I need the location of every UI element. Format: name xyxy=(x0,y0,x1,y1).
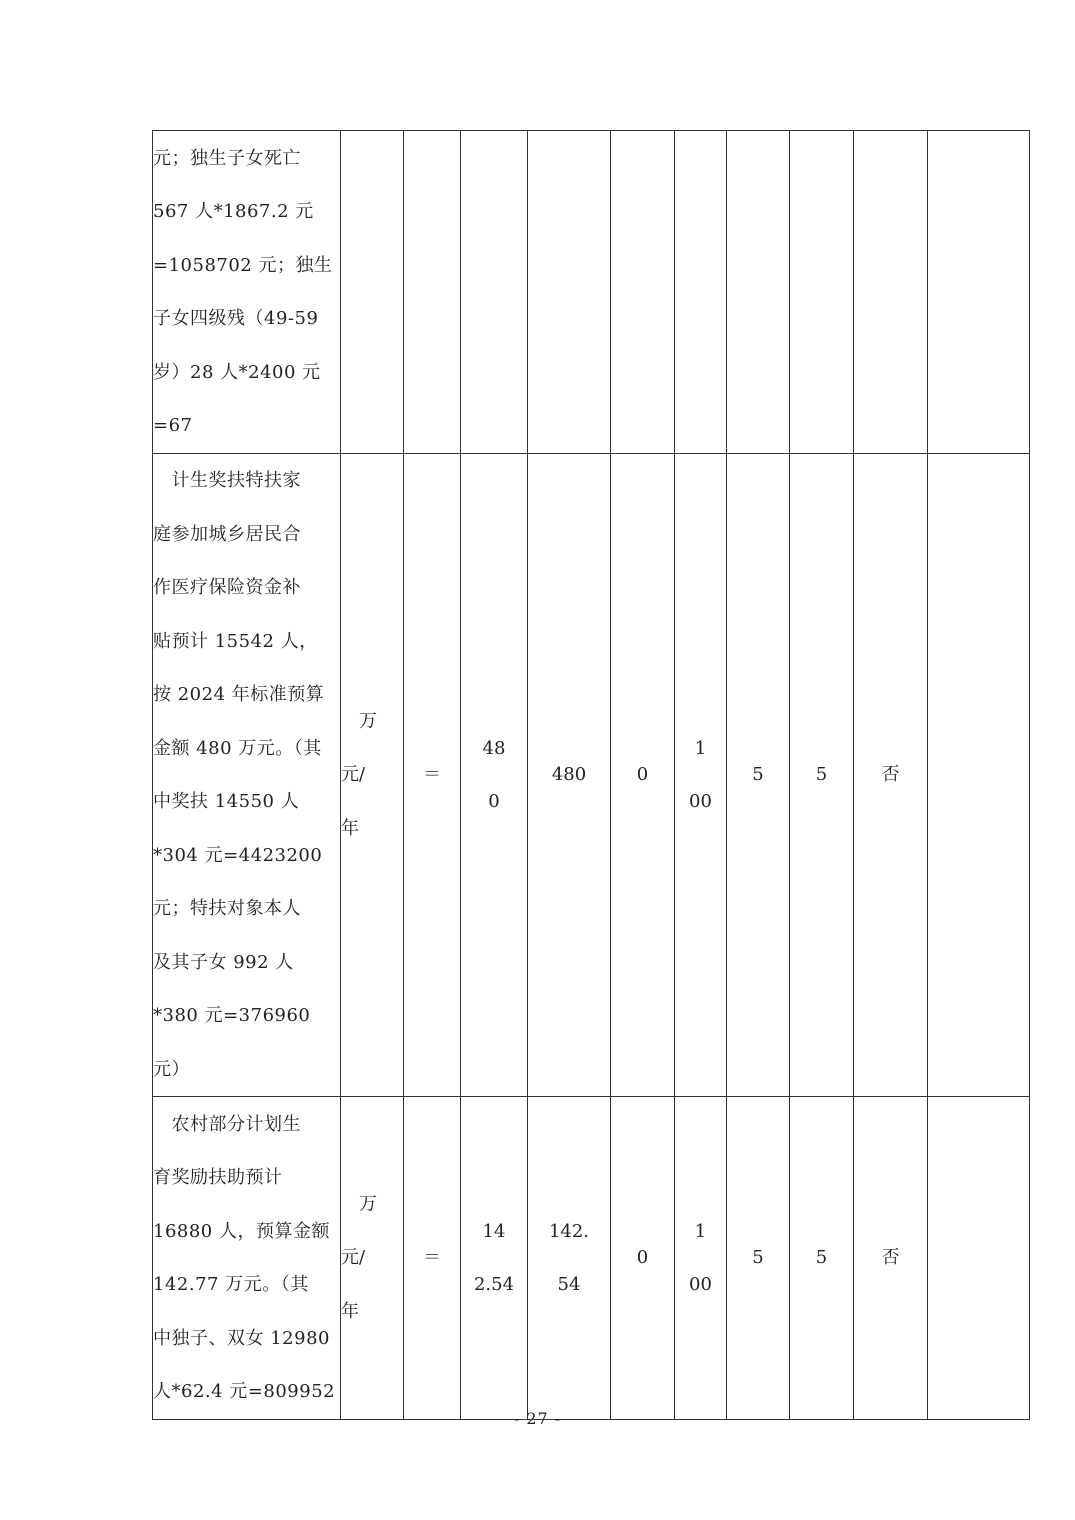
value-cell xyxy=(675,131,727,454)
symbol-cell: ＝ xyxy=(404,1097,461,1420)
budget-table xyxy=(152,130,1030,1420)
value-cell: 1 00 xyxy=(675,454,727,1097)
value-cell: 否 xyxy=(854,454,928,1097)
page-number: - 27 - xyxy=(513,1409,562,1428)
table-row xyxy=(153,131,1030,454)
value-cell: 5 xyxy=(790,454,854,1097)
table-row xyxy=(153,454,1030,1097)
value-cell: 142. 54 xyxy=(528,1097,611,1420)
table-row xyxy=(153,1097,1030,1420)
value-cell: 48 0 xyxy=(461,454,528,1097)
value-cell: 0 xyxy=(611,1097,675,1420)
value-cell xyxy=(928,454,1030,1097)
value-cell: 14 2.54 xyxy=(461,1097,528,1420)
value-cell xyxy=(928,131,1030,454)
unit-cell: 万 元/ 年 xyxy=(341,454,404,1097)
value-cell: 否 xyxy=(854,1097,928,1420)
value-cell xyxy=(461,131,528,454)
value-cell xyxy=(790,131,854,454)
value-cell: 0 xyxy=(611,454,675,1097)
value-cell: 480 xyxy=(528,454,611,1097)
symbol-cell: ＝ xyxy=(404,454,461,1097)
description-cell: 元；独生子女死亡 567 人*1867.2 元 =1058702 元；独生 子女四级残（49-59 岁）28 人*2400 元 =67 xyxy=(153,131,341,454)
description-cell: 计生奖扶特扶家 庭参加城乡居民合 作医疗保险资金补 贴预计 15542 人， 按 2024 年标准预算 金额 480 万元。（其 中奖扶 14550 人 *304 元=4423200 元；特扶对象本人 及其子女 992 人 *380 元=376960 元） xyxy=(153,454,341,1097)
unit-cell: 万 元/ 年 xyxy=(341,1097,404,1420)
value-cell xyxy=(528,131,611,454)
value-cell: 5 xyxy=(790,1097,854,1420)
value-cell xyxy=(727,131,790,454)
value-cell: 5 xyxy=(727,454,790,1097)
value-cell xyxy=(611,131,675,454)
symbol-cell xyxy=(404,131,461,454)
unit-cell xyxy=(341,131,404,454)
value-cell xyxy=(854,131,928,454)
description-cell: 农村部分计划生 育奖励扶助预计 16880 人，预算金额 142.77 万元。（其 中独子、双女 12980 人*62.4 元=809952 xyxy=(153,1097,341,1420)
value-cell xyxy=(928,1097,1030,1420)
value-cell: 1 00 xyxy=(675,1097,727,1420)
value-cell: 5 xyxy=(727,1097,790,1420)
